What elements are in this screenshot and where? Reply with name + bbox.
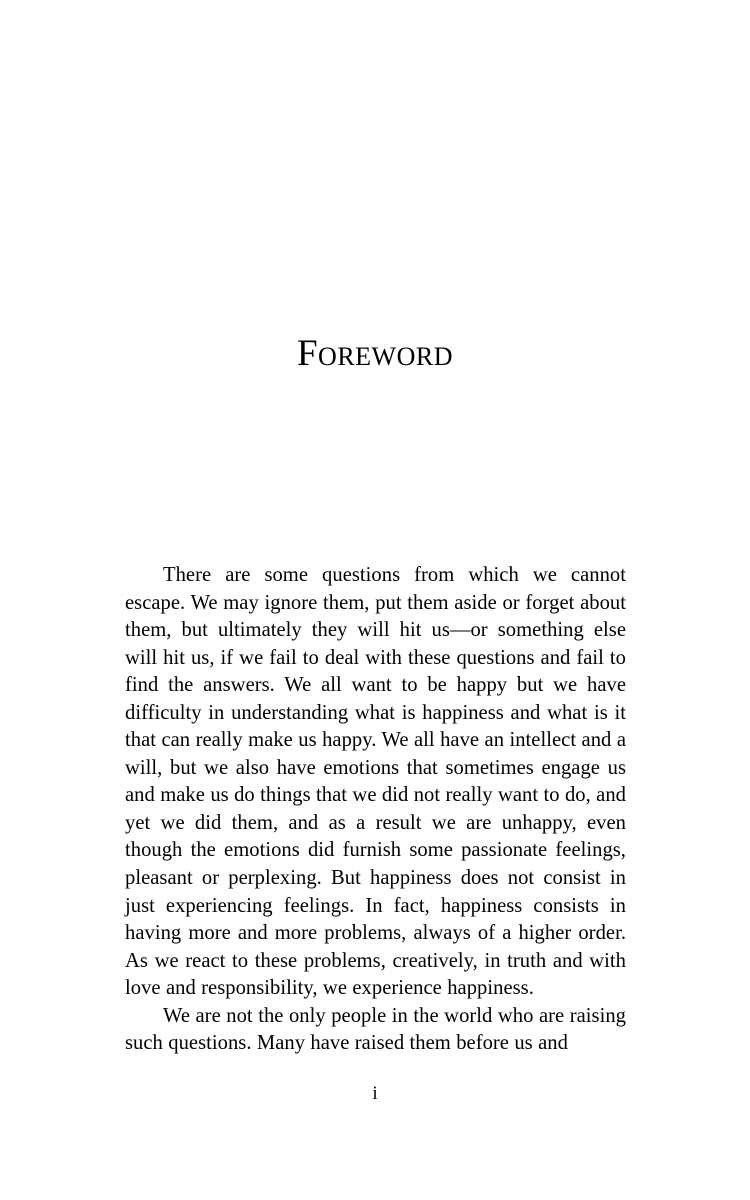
body-paragraph: We are not the only people in the world who are raising such questions. Many have raised them before us and	[125, 1004, 626, 1055]
page-title: Foreword	[296, 333, 453, 374]
page-number: i	[372, 1083, 378, 1104]
body-paragraph: There are some questions from which we cannot escape. We may ignore them, put them aside or forget about them, but ultimately they will hit us—or something else will hit us, if we fail to deal with these questions and fail to find the answers. We all want to be happy but we have difficulty in understanding what is happiness and what is it that can really make us happy. We all have an intellect and a will, but we also have emotions that sometimes engage us and make us do things that we did not really want to do, and yet we did them, and as a result we are unhappy, even though the emotions did furnish some passionate feelings, pleasant or perplexing. But happiness does not consist in just experiencing feelings. In fact, happiness consists in having more and more problems, always of a higher order. As we react to these problems, creatively, in truth and with love and responsibility, we experience happiness.	[125, 564, 626, 1000]
body-text-block	[125, 562, 626, 1058]
